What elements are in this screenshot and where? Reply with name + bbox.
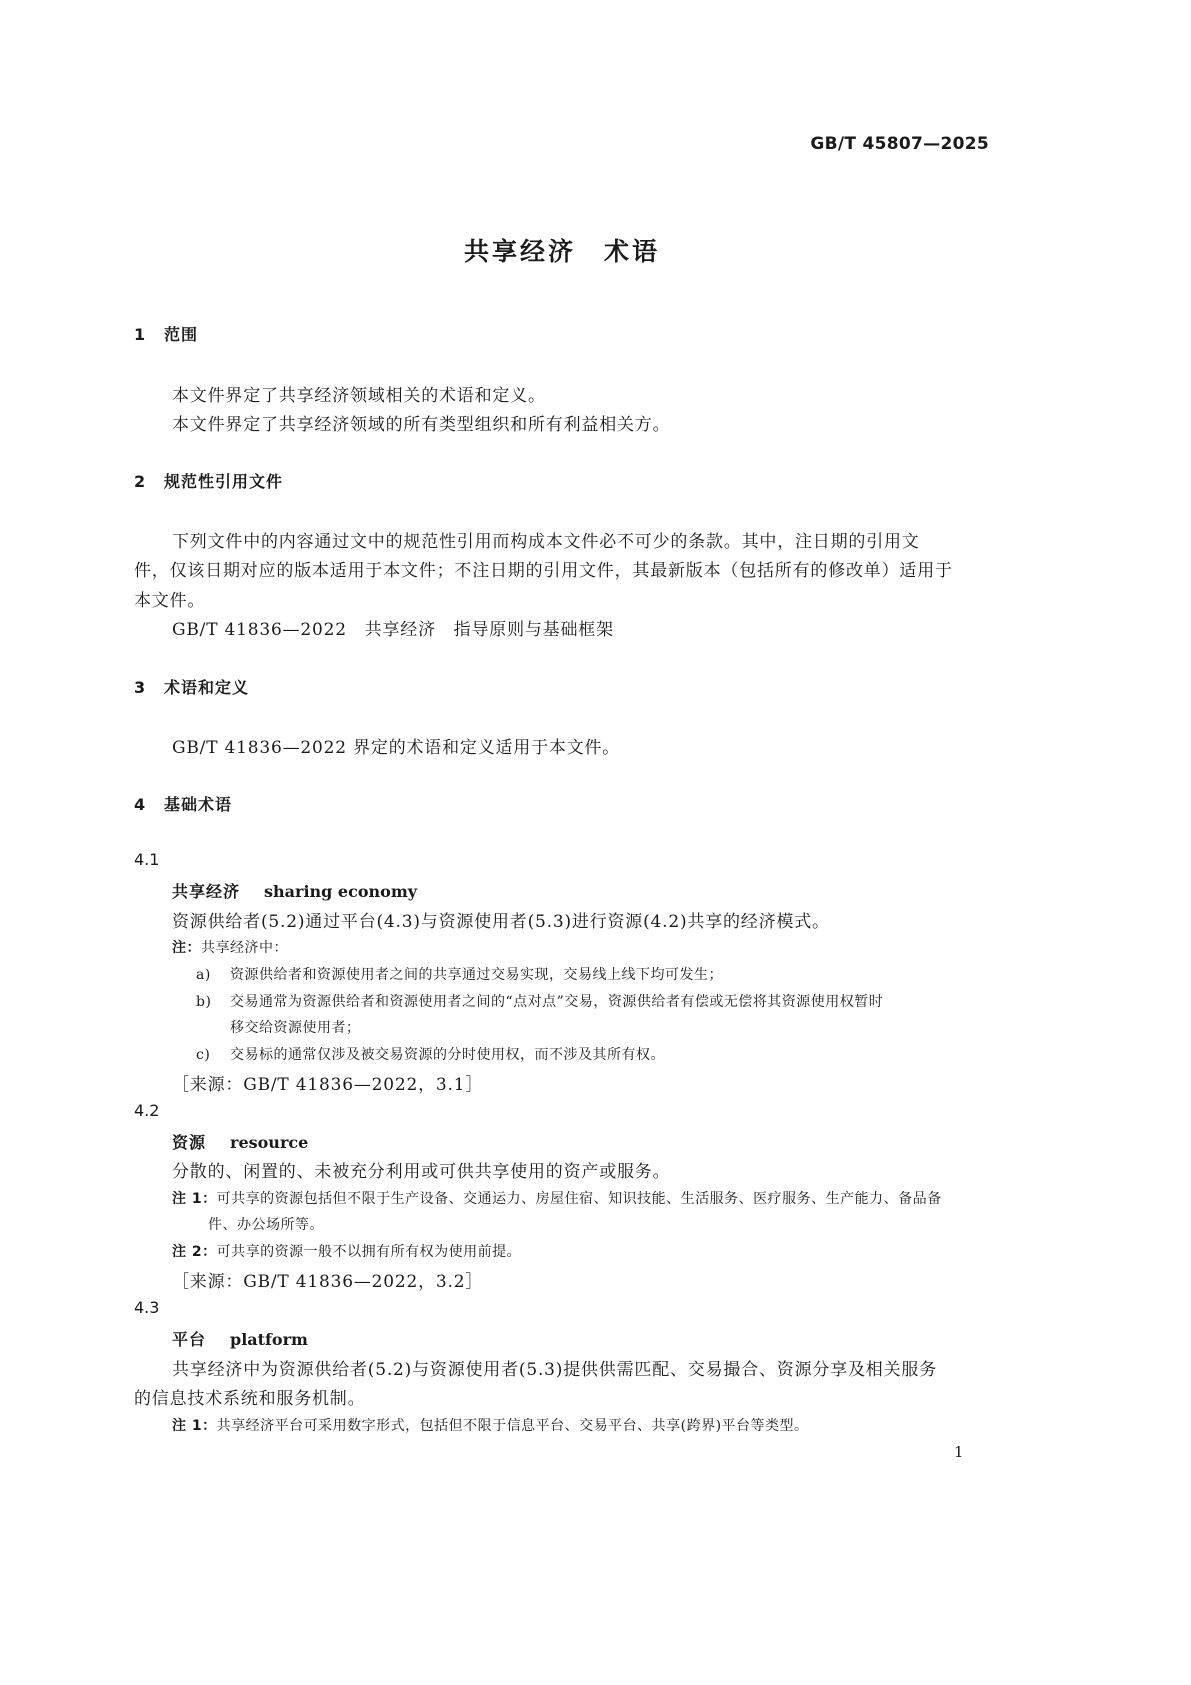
section-title: 术语和定义	[164, 678, 250, 697]
note	[172, 937, 288, 957]
paragraph: 本文件界定了共享经济领域的所有类型组织和所有利益相关方。	[172, 415, 671, 435]
section-title: 范围	[164, 325, 199, 344]
section-4-heading	[134, 792, 232, 815]
note-label: 注 1：	[172, 1418, 217, 1434]
list-item	[196, 991, 883, 1011]
clause-number: 4.1	[134, 850, 160, 869]
note-text: 可共享的资源包括但不限于生产设备、交通运力、房屋住宿、知识技能、生活服务、医疗服务、生产能力、备品备	[216, 1191, 942, 1207]
term-entry	[172, 879, 417, 902]
section-1-heading	[134, 322, 198, 345]
section-title: 规范性引用文件	[164, 472, 284, 491]
list-marker: b)	[196, 994, 212, 1010]
paragraph: GB/T 41836—2022 界定的术语和定义适用于本文件。	[172, 738, 621, 758]
section-number: 3	[134, 678, 147, 697]
section-number: 2	[134, 472, 147, 491]
list-text: 交易标的通常仅涉及被交易资源的分时使用权，而不涉及其所有权。	[230, 1047, 665, 1063]
note-label: 注：	[172, 940, 201, 956]
paragraph: 本文件界定了共享经济领域相关的术语和定义。	[172, 386, 546, 406]
section-3-heading	[134, 675, 249, 698]
term-zh: 共享经济	[172, 882, 241, 901]
note-label: 注 2：	[172, 1244, 217, 1260]
note	[172, 1415, 809, 1435]
note-label: 注 1：	[172, 1191, 217, 1207]
document-number: GB/T 45807—2025	[810, 134, 989, 154]
note-continuation: 件、办公场所等。	[208, 1217, 324, 1233]
term-definition: 资源供给者(5.2)通过平台(4.3)与资源使用者(5.3)进行资源(4.2)共享的经济模式。	[172, 912, 830, 932]
page-title: 共享经济 术语	[463, 237, 660, 266]
page-number: 1	[954, 1443, 964, 1461]
term-definition-line: 的信息技术系统和服务机制。	[134, 1389, 366, 1409]
clause-number: 4.3	[134, 1298, 160, 1317]
source-citation: ［来源：GB/T 41836—2022，3.2］	[172, 1272, 484, 1292]
paragraph-line: 件，仅该日期对应的版本适用于本文件；不注日期的引用文件，其最新版本（包括所有的修改单）适用于	[134, 561, 953, 581]
section-2-heading	[134, 469, 283, 492]
note-text: 共享经济平台可采用数字形式，包括但不限于信息平台、交易平台、共享(跨界)平台等类型。	[216, 1418, 809, 1434]
list-item	[196, 964, 723, 984]
list-text: 交易通常为资源供给者和资源使用者之间的“点对点”交易，资源供给者有偿或无偿将其资源使用权暂时	[230, 994, 884, 1010]
paragraph-line: 下列文件中的内容通过文中的规范性引用而构成本文件必不可少的条款。其中，注日期的引用文	[172, 532, 920, 552]
term-zh: 平台	[172, 1330, 207, 1349]
section-number: 4	[134, 795, 147, 814]
list-item	[196, 1044, 665, 1064]
note	[172, 1241, 521, 1261]
clause-number: 4.2	[134, 1101, 160, 1120]
list-text: 资源供给者和资源使用者之间的共享通过交易实现，交易线上线下均可发生；	[230, 967, 723, 983]
list-marker: c)	[196, 1047, 211, 1063]
term-en: platform	[230, 1330, 308, 1349]
term-entry	[172, 1327, 308, 1350]
list-item-continuation: 移交给资源使用者；	[230, 1020, 361, 1036]
section-number: 1	[134, 325, 147, 344]
paragraph-line: 本文件。	[134, 591, 206, 611]
term-zh: 资源	[172, 1133, 207, 1152]
term-definition: 分散的、闲置的、未被充分利用或可供共享使用的资产或服务。	[172, 1162, 671, 1182]
section-title: 基础术语	[164, 795, 233, 814]
term-en: sharing economy	[264, 882, 418, 901]
note-text: 可共享的资源一般不以拥有所有权为使用前提。	[216, 1244, 522, 1260]
normative-reference: GB/T 41836—2022 共享经济 指导原则与基础框架	[172, 620, 614, 640]
note	[172, 1188, 942, 1208]
term-en: resource	[230, 1133, 309, 1152]
term-definition-line: 共享经济中为资源供给者(5.2)与资源使用者(5.3)提供供需匹配、交易撮合、资源分享及相关服务	[172, 1360, 937, 1380]
term-entry	[172, 1130, 308, 1153]
source-citation: ［来源：GB/T 41836—2022，3.1］	[172, 1075, 484, 1095]
note-text: 共享经济中：	[201, 940, 288, 956]
list-marker: a)	[196, 967, 211, 983]
